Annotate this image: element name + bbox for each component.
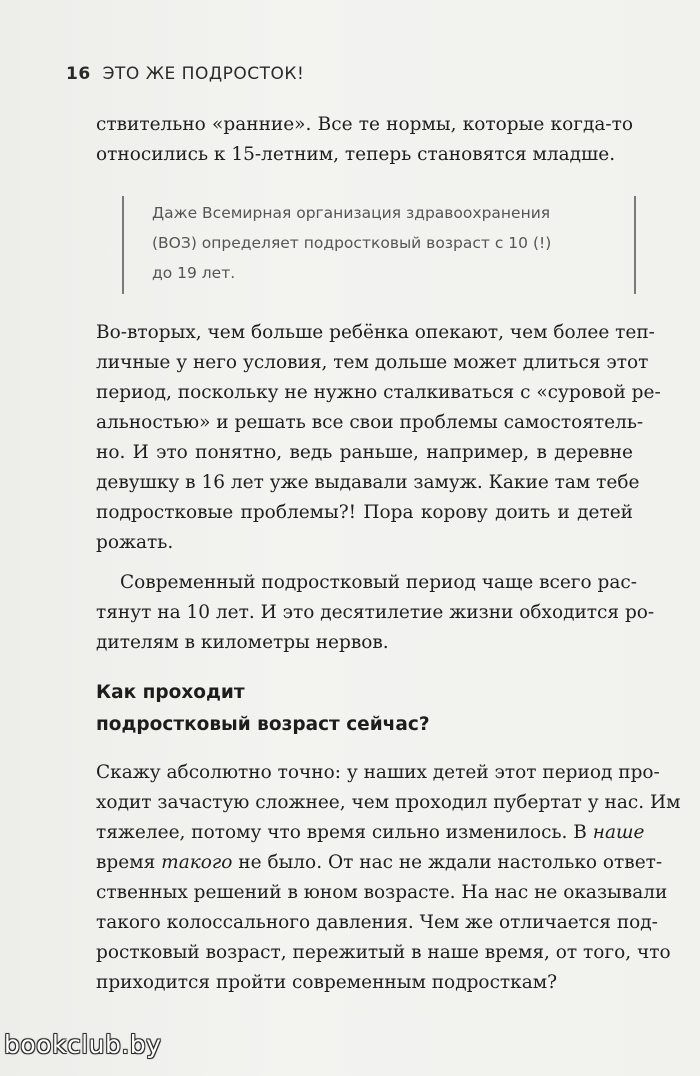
text-run: не было. От нас не ждали настолько ответ- (232, 852, 663, 873)
paragraph-line: дителям в километры нервов. (96, 632, 389, 653)
paragraph-line: ходит зачастую сложнее, чем проходил пубертат у нас. Им (96, 792, 681, 813)
paragraph-line: но. И это понятно, ведь раньше, например, в деревне (96, 442, 633, 463)
paragraph-line: Во-вторых, чем больше ребёнка опекают, чем более теп- (96, 322, 655, 343)
paragraph-line: девушку в 16 лет уже выдавали замуж. Какие там тебе (96, 472, 640, 493)
quote-line: Даже Всемирная организация здравоохранения (152, 204, 551, 222)
paragraph-line: Современный подростковый период чаще всего рас- (120, 572, 637, 593)
quote-line: до 19 лет. (152, 264, 236, 282)
paragraph-line: ростковый возраст, пережитый в наше время, от того, что (96, 942, 671, 963)
paragraph-line: приходится пройти современным подросткам? (96, 972, 558, 993)
paragraph-line: альностью» и решать все свои проблемы самостоятель- (96, 412, 644, 433)
paragraph-line: тянут на 10 лет. И это десятилетие жизни обходится ро- (96, 602, 655, 623)
text-run: тяжелее, потому что время сильно изменилось. В (96, 822, 593, 843)
paragraph-line: ственных решений в юном возрасте. На нас не оказывали (96, 882, 668, 903)
section-heading-line: Как проходит (96, 682, 245, 703)
paragraph-line (96, 848, 663, 878)
quote-line: (ВОЗ) определяет подростковый возраст с 10 (!) (152, 234, 552, 252)
text-run: время (96, 852, 162, 873)
quote-callout (122, 196, 636, 294)
paragraph-line: период, поскольку не нужно сталкиваться с «суровой ре- (96, 382, 661, 403)
paragraph-line: такого колоссального давления. Чем же отличается под- (96, 912, 658, 933)
paragraph-line: ствительно «ранние». Все те нормы, которые когда-то (96, 114, 633, 135)
section-heading-line: подростковый возраст сейчас? (96, 714, 430, 735)
paragraph-line (96, 818, 645, 848)
paragraph-line: подростковые проблемы?! Пора корову доить и детей (96, 502, 633, 523)
italic-text-run: наше (592, 822, 645, 843)
running-title: ЭТО ЖЕ ПОДРОСТОК! (102, 64, 305, 84)
paragraph-line: рожать. (96, 532, 174, 553)
running-header (66, 64, 304, 84)
page-number: 16 (66, 64, 91, 84)
watermark-logo: bookclub.by (4, 1030, 162, 1059)
paragraph-line: относились к 15-летним, теперь становятся младше. (96, 144, 616, 165)
paragraph-line: личные у него условия, тем дольше может длиться этот (96, 352, 649, 373)
italic-text-run: такого (161, 852, 233, 873)
paragraph-line: Скажу абсолютно точно: у наших детей этот период про- (96, 762, 660, 783)
